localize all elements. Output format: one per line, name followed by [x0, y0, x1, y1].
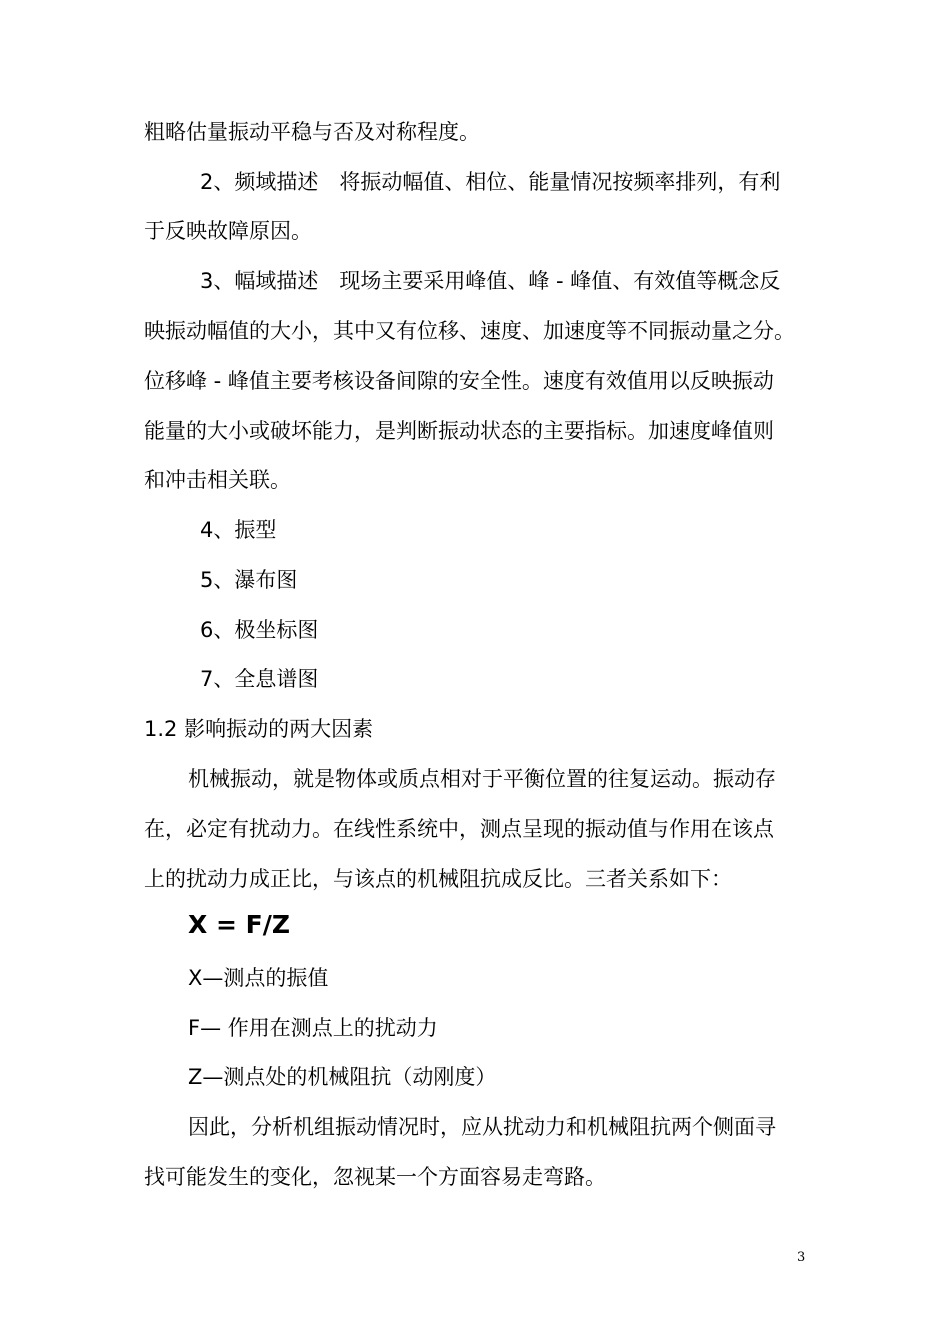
page-number: 3: [797, 1250, 806, 1265]
paragraph-line: 和冲击相关联。: [144, 468, 291, 492]
definition-line: Z—测点处的机械阻抗（动刚度）: [188, 1065, 497, 1089]
formula: X = F/Z: [188, 910, 290, 939]
section-heading: 1.2 影响振动的两大因素: [144, 717, 374, 741]
list-item: 4、振型: [200, 518, 277, 542]
paragraph-line: 粗略估量振动平稳与否及对称程度。: [144, 120, 480, 144]
paragraph-line: 在，必定有扰动力。在线性系统中，测点呈现的振动值与作用在该点: [144, 817, 774, 841]
paragraph-line: 上的扰动力成正比，与该点的机械阻抗成反比。三者关系如下：: [144, 867, 732, 891]
definition-line: X—测点的振值: [188, 966, 329, 990]
paragraph-line: 找可能发生的变化，忽视某一个方面容易走弯路。: [144, 1165, 606, 1189]
paragraph-line: 3、幅域描述 现场主要采用峰值、峰 - 峰值、有效值等概念反: [200, 269, 781, 293]
list-item: 7、全息谱图: [200, 667, 319, 691]
paragraph-line: 能量的大小或破坏能力，是判断振动状态的主要指标。加速度峰值则: [144, 419, 774, 443]
paragraph-line: 于反映故障原因。: [144, 219, 312, 243]
paragraph-line: 位移峰 - 峰值主要考核设备间隙的安全性。速度有效值用以反映振动: [144, 369, 774, 393]
list-item: 5、瀑布图: [200, 568, 298, 592]
paragraph-line: 因此，分析机组振动情况时，应从扰动力和机械阻抗两个侧面寻: [188, 1115, 776, 1139]
paragraph-line: 2、频域描述 将振动幅值、相位、能量情况按频率排列，有利: [200, 170, 781, 194]
definition-line: F— 作用在测点上的扰动力: [188, 1016, 438, 1040]
paragraph-line: 机械振动，就是物体或质点相对于平衡位置的往复运动。振动存: [188, 767, 776, 791]
list-item: 6、极坐标图: [200, 618, 319, 642]
paragraph-line: 映振动幅值的大小，其中又有位移、速度、加速度等不同振动量之分。: [144, 319, 795, 343]
